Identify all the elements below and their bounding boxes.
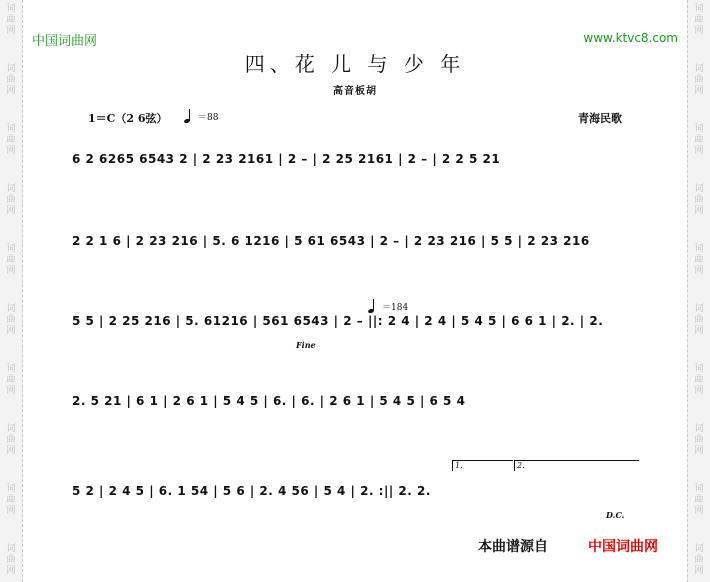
volta-label-1: 1. [455, 461, 463, 470]
watermark-text: 词 曲 网 [694, 244, 704, 276]
watermark-text: 词 曲 网 [6, 64, 16, 96]
score-line-text: 5 2 | 2 4 5 | 6. 1 54 | 5 6 | 2. 4 56 | 5 4 | 2. :|| 2. 2. [72, 484, 431, 498]
volta-bracket-2 [514, 460, 639, 471]
quarter-note-icon [368, 297, 380, 313]
watermark-text: 词 曲 网 [6, 244, 16, 276]
key-signature: 1＝C（2 6弦） [88, 112, 168, 125]
score-line-text: 2. 5 21 | 6 1 | 2 6 1 | 5 4 5 | 6. | 6. | 2 6 1 | 5 4 5 | 6 5 4 [72, 394, 466, 408]
score-line-text: 2 2 1 6 | 2 23 216 | 5. 6 1216 | 5 61 6543 | 2 – | 2 23 216 | 5 5 | 2 23 216 [72, 234, 590, 248]
watermark-text: 词 曲 网 [694, 124, 704, 156]
tempo-value-2: ＝184 [382, 303, 409, 313]
site-name[interactable]: 中国词曲网 [32, 34, 98, 49]
watermark-text: 词 曲 网 [6, 364, 16, 396]
tempo-marking [184, 107, 218, 123]
volta-bracket-1 [452, 460, 513, 471]
watermark-text: 词 曲 网 [694, 64, 704, 96]
score-line-text: 6 2 6265 6543 2 | 2 23 2161 | 2 – | 2 25 2161 | 2 – | 2 2 5 21 [72, 152, 501, 166]
watermark-text: 词 曲 网 [694, 304, 704, 336]
watermark-text: 词 曲 网 [6, 124, 16, 156]
watermark-text: 词 曲 网 [694, 184, 704, 216]
song-origin: 青海民歌 [578, 112, 622, 125]
quarter-note-icon [184, 107, 196, 123]
watermark-text: 词 曲 网 [6, 184, 16, 216]
watermark-text: 词 曲 网 [694, 484, 704, 516]
tempo-value: ＝88 [198, 113, 219, 123]
watermark-text: 词 曲 网 [6, 544, 16, 576]
site-url[interactable]: www.ktvc8.com [583, 31, 678, 45]
instrument-label: 高音板胡 [333, 86, 377, 97]
watermark-text: 词 曲 网 [6, 4, 16, 36]
fine-marking: Fine [296, 340, 316, 350]
watermark-text: 词 曲 网 [694, 424, 704, 456]
score-line-text: 5 5 | 2 25 216 | 5. 61216 | 561 6543 | 2 – ||: 2 4 | 2 4 | 5 4 5 | 6 6 1 | 2. | 2. [72, 314, 604, 328]
source-label: 本曲谱源自 [478, 539, 548, 555]
watermark-text: 词 曲 网 [694, 4, 704, 36]
watermark-text: 词 曲 网 [694, 544, 704, 576]
watermark-text: 词 曲 网 [6, 484, 16, 516]
watermark-text: 词 曲 网 [6, 424, 16, 456]
source-site[interactable]: 中国词曲网 [588, 539, 658, 555]
watermark-text: 词 曲 网 [6, 304, 16, 336]
watermark-text: 词 曲 网 [694, 364, 704, 396]
dc-marking: D.C. [606, 510, 625, 520]
volta-label-2: 2. [517, 461, 525, 470]
song-title: 四、花 儿 与 少 年 [244, 52, 466, 76]
tempo-marking-2 [368, 297, 408, 313]
